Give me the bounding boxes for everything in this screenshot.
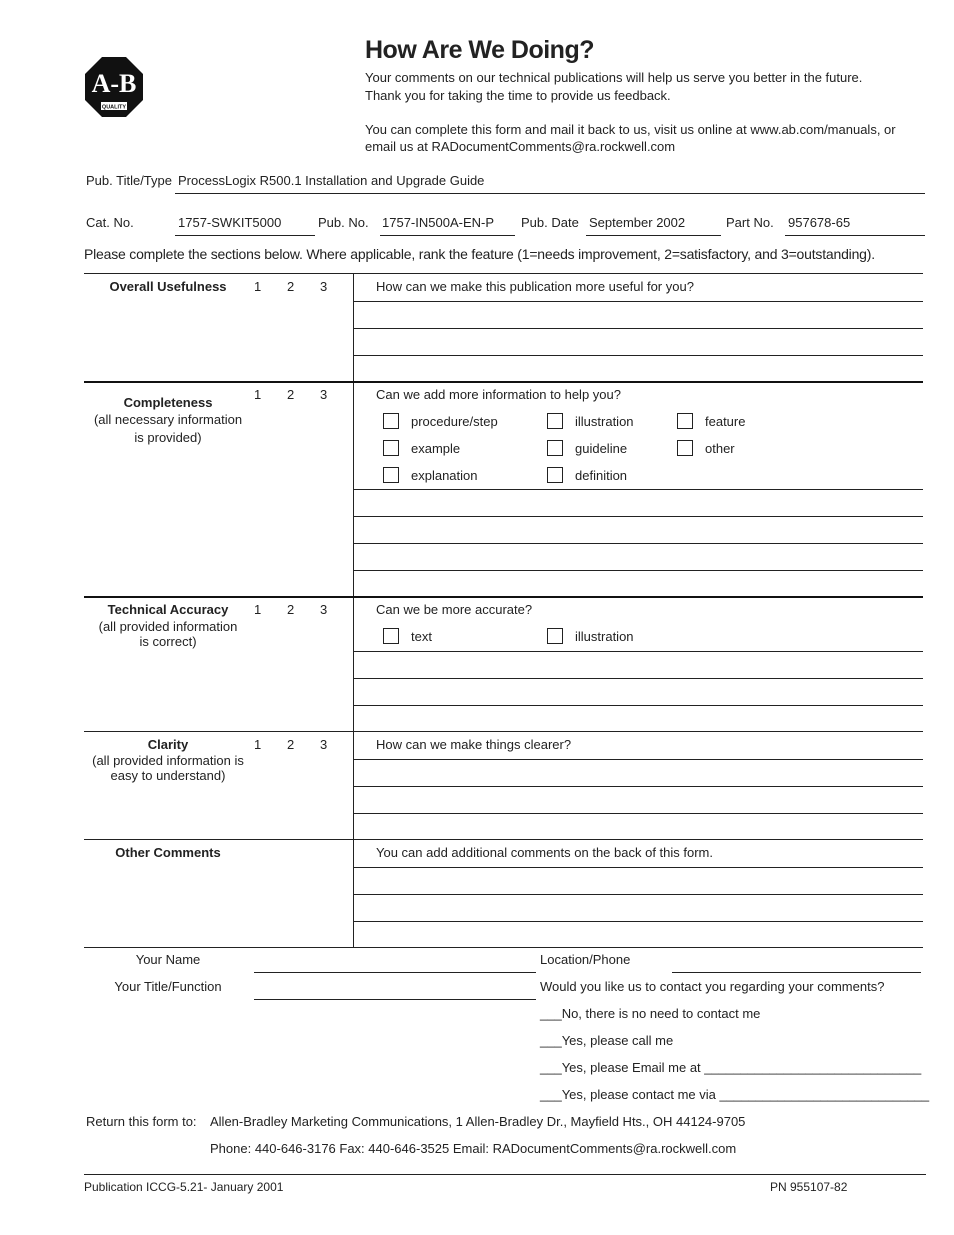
completeness-line[interactable] xyxy=(353,516,923,517)
your-name-label: Your Name xyxy=(135,952,201,967)
intro-line-2: Thank you for taking the time to provide us feedback. xyxy=(365,88,671,103)
cat-no-value[interactable]: 1757-SWKIT5000 xyxy=(178,215,282,230)
clarity-line[interactable] xyxy=(353,759,923,760)
pub-title-label: Pub. Title/Type xyxy=(86,173,172,188)
example-checkbox[interactable] xyxy=(383,440,399,456)
illustration-checkbox[interactable] xyxy=(547,413,563,429)
usefulness-rank-3[interactable]: 3 xyxy=(320,279,328,294)
page-title: How Are We Doing? xyxy=(365,36,594,64)
accuracy-illustration-checkbox[interactable] xyxy=(547,628,563,644)
usefulness-rank-1[interactable]: 1 xyxy=(254,279,262,294)
footer-publication: Publication ICCG-5.21- January 2001 xyxy=(84,1180,284,1194)
pub-title-value[interactable]: ProcessLogix R500.1 Installation and Upgrade Guide xyxy=(178,173,485,188)
contact-option-no[interactable]: ___No, there is no need to contact me xyxy=(540,1006,761,1021)
completeness-rank-1[interactable]: 1 xyxy=(254,387,262,402)
completeness-line[interactable] xyxy=(353,489,923,490)
contact-option-via[interactable]: ___Yes, please contact me via _____________________________ xyxy=(540,1087,930,1102)
accuracy-question: Can we be more accurate? xyxy=(376,602,533,617)
clarity-rank-2[interactable]: 2 xyxy=(287,737,295,752)
return-address: Allen-Bradley Marketing Communications, 1 Allen-Bradley Dr., Mayfield Hts., OH 44124-9705 xyxy=(210,1114,746,1129)
text-checkbox[interactable] xyxy=(383,628,399,644)
location-phone-label: Location/Phone xyxy=(540,952,631,967)
definition-checkbox[interactable] xyxy=(547,467,563,483)
cat-no-label: Cat. No. xyxy=(86,215,134,230)
usefulness-title: Overall Usefulness xyxy=(109,279,227,294)
explanation-checkbox[interactable] xyxy=(383,467,399,483)
explanation-label: explanation xyxy=(411,468,478,483)
example-label: example xyxy=(411,441,461,456)
contact-line-1: You can complete this form and mail it back to us, visit us online at www.ab.com/manuals, or xyxy=(365,122,896,137)
other-comments-note: You can add additional comments on the back of this form. xyxy=(376,845,713,860)
logo-subtext: QUALITY xyxy=(101,104,127,111)
completeness-subtitle-1: (all necessary information xyxy=(93,412,243,427)
pub-no-value[interactable]: 1757-IN500A-EN-P xyxy=(382,215,494,230)
feature-checkbox[interactable] xyxy=(677,413,693,429)
procedure-step-checkbox[interactable] xyxy=(383,413,399,429)
clarity-subtitle-2: easy to understand) xyxy=(110,768,226,783)
your-name-field[interactable] xyxy=(254,972,536,973)
footer-part-number: PN 955107-82 xyxy=(770,1180,848,1194)
other-comments-title: Other Comments xyxy=(115,845,221,860)
text-label: text xyxy=(411,629,432,644)
accuracy-rank-3[interactable]: 3 xyxy=(320,602,328,617)
clarity-rank-3[interactable]: 3 xyxy=(320,737,328,752)
clarity-rank-1[interactable]: 1 xyxy=(254,737,262,752)
accuracy-illustration-label: illustration xyxy=(575,629,634,644)
usefulness-rank-2[interactable]: 2 xyxy=(287,279,295,294)
pub-date-label: Pub. Date xyxy=(521,215,579,230)
your-title-field[interactable] xyxy=(254,999,536,1000)
part-no-value[interactable]: 957678-65 xyxy=(788,215,851,230)
completeness-line[interactable] xyxy=(353,543,923,544)
location-phone-field[interactable] xyxy=(672,972,921,973)
pub-date-value[interactable]: September 2002 xyxy=(589,215,686,230)
clarity-subtitle-1: (all provided information is xyxy=(92,753,244,768)
pub-no-label: Pub. No. xyxy=(318,215,369,230)
completeness-question: Can we add more information to help you? xyxy=(376,387,621,402)
completeness-subtitle-2: is provided) xyxy=(134,430,202,445)
usefulness-line[interactable] xyxy=(353,328,923,329)
definition-label: definition xyxy=(575,468,628,483)
accuracy-rank-1[interactable]: 1 xyxy=(254,602,262,617)
accuracy-rank-2[interactable]: 2 xyxy=(287,602,295,617)
return-label: Return this form to: xyxy=(86,1114,197,1129)
other-comments-line[interactable] xyxy=(353,894,923,895)
clarity-line[interactable] xyxy=(353,786,923,787)
accuracy-subtitle-1: (all provided information xyxy=(98,619,238,634)
clarity-line[interactable] xyxy=(353,813,923,814)
illustration-label: illustration xyxy=(575,414,634,429)
completeness-line[interactable] xyxy=(353,570,923,571)
contact-option-email[interactable]: ___Yes, please Email me at ______________________________ xyxy=(540,1060,922,1075)
intro-line-1: Your comments on our technical publications will help us serve you better in the future. xyxy=(365,70,863,85)
clarity-question: How can we make things clearer? xyxy=(376,737,572,752)
contact-question: Would you like us to contact you regarding your comments? xyxy=(540,979,885,994)
logo-text: A-B xyxy=(91,69,137,98)
contact-line-2: email us at RADocumentComments@ra.rockwell.com xyxy=(365,139,676,154)
allen-bradley-logo xyxy=(84,56,144,118)
completeness-rank-3[interactable]: 3 xyxy=(320,387,328,402)
guideline-checkbox[interactable] xyxy=(547,440,563,456)
other-comments-line[interactable] xyxy=(353,867,923,868)
procedure-step-label: procedure/step xyxy=(411,414,498,429)
completeness-rank-2[interactable]: 2 xyxy=(287,387,295,402)
accuracy-line[interactable] xyxy=(353,705,923,706)
guideline-label: guideline xyxy=(575,441,628,456)
usefulness-question: How can we make this publication more useful for you? xyxy=(376,279,694,294)
return-phone: Phone: 440-646-3176 Fax: 440-646-3525 Email: RADocumentComments@ra.rockwell.com xyxy=(210,1141,737,1156)
accuracy-subtitle-2: is correct) xyxy=(139,634,197,649)
other-checkbox[interactable] xyxy=(677,440,693,456)
usefulness-line[interactable] xyxy=(353,301,923,302)
instructions: Please complete the sections below. Where applicable, rank the feature (1=needs improvement, 2=satisfactory, and 3=outstanding). xyxy=(84,246,875,262)
part-no-label: Part No. xyxy=(726,215,774,230)
accuracy-line[interactable] xyxy=(353,651,923,652)
feature-label: feature xyxy=(705,414,746,429)
other-comments-line[interactable] xyxy=(353,921,923,922)
contact-option-call[interactable]: ___Yes, please call me xyxy=(540,1033,674,1048)
clarity-title: Clarity xyxy=(147,737,189,752)
completeness-title: Completeness xyxy=(123,395,213,410)
accuracy-title: Technical Accuracy xyxy=(107,602,229,617)
usefulness-line[interactable] xyxy=(353,355,923,356)
accuracy-line[interactable] xyxy=(353,678,923,679)
other-label: other xyxy=(705,441,735,456)
your-title-label: Your Title/Function xyxy=(114,979,222,994)
